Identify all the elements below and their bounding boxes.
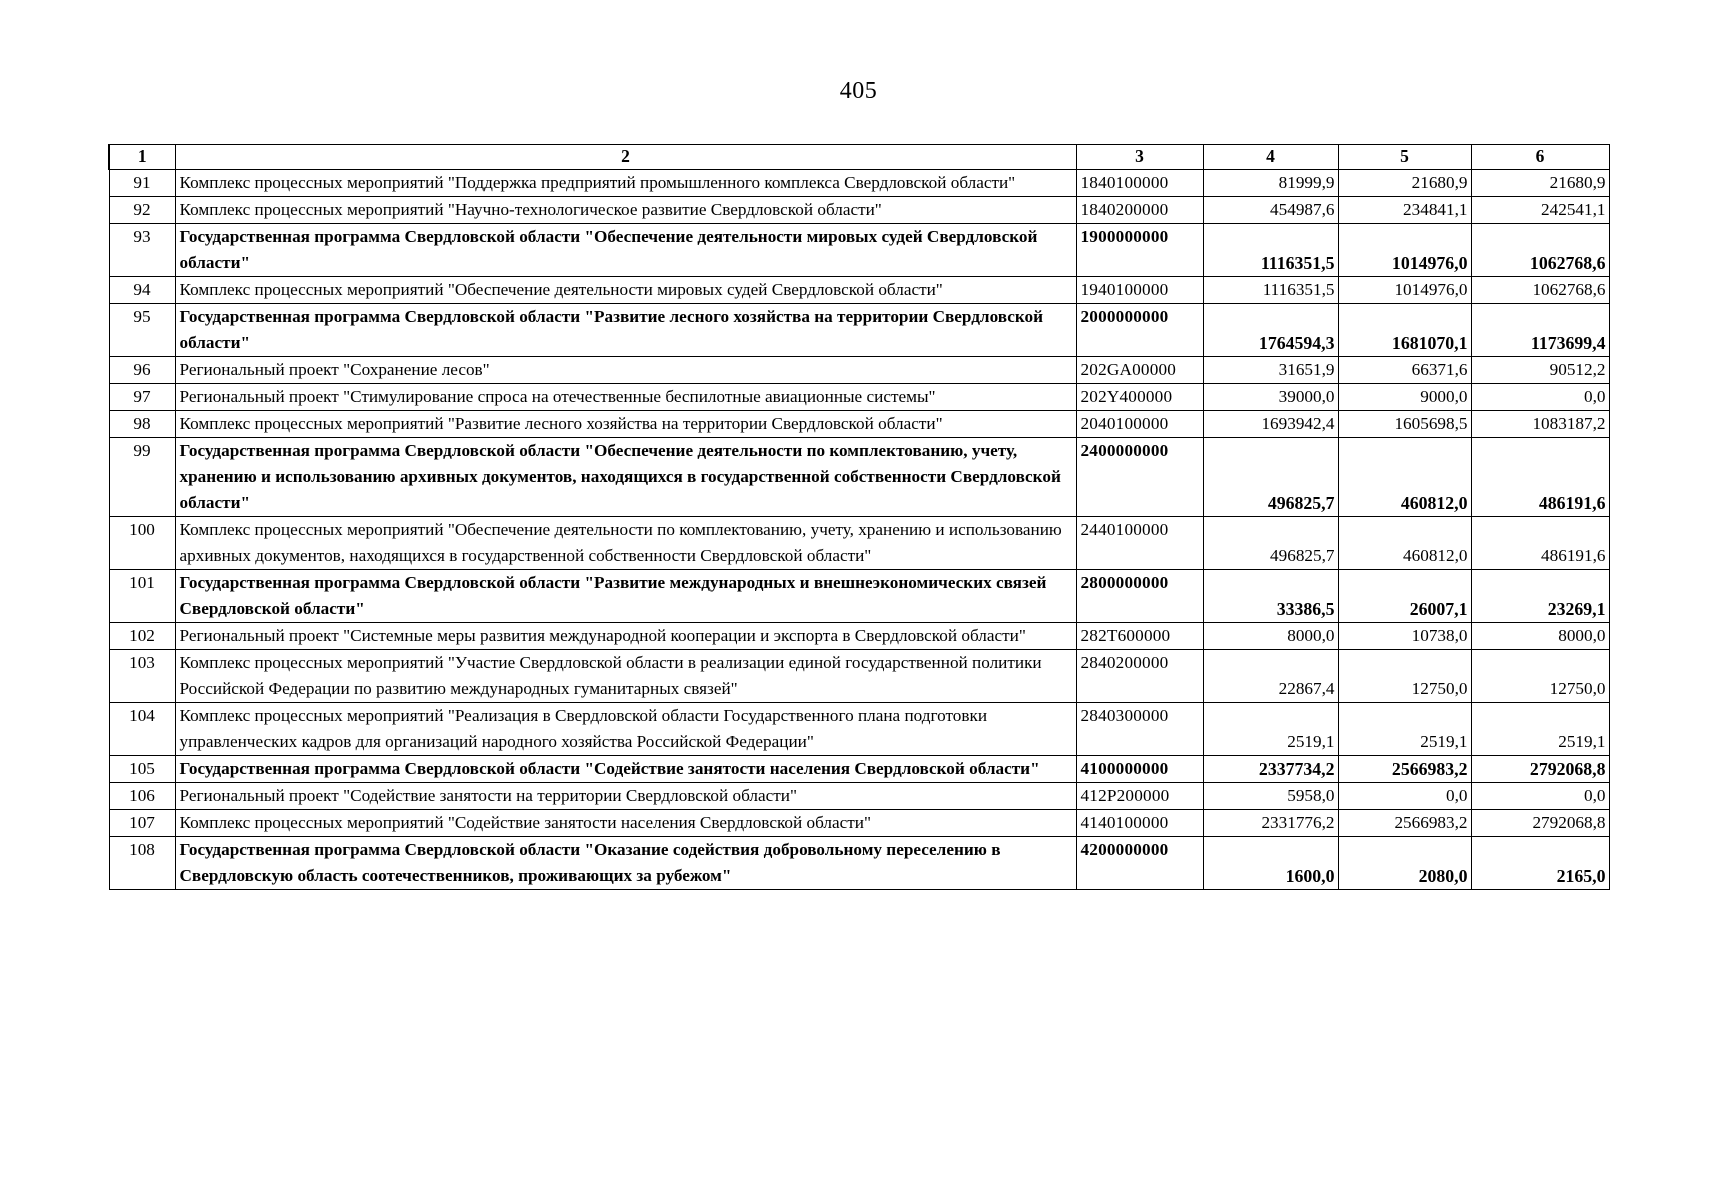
row-amount-col6: 486191,6 bbox=[1471, 438, 1609, 517]
row-amount-col6: 1062768,6 bbox=[1471, 277, 1609, 304]
row-name: Государственная программа Свердловской области "Обеспечение деятельности мировых судей Свердловской области" bbox=[175, 224, 1076, 277]
row-code: 1940100000 bbox=[1076, 277, 1203, 304]
row-number: 93 bbox=[109, 224, 175, 277]
row-amount-col4: 496825,7 bbox=[1203, 438, 1338, 517]
table-row bbox=[109, 438, 1609, 517]
row-name: Комплекс процессных мероприятий "Научно-технологическое развитие Свердловской области" bbox=[175, 197, 1076, 224]
page-number: 405 bbox=[839, 78, 878, 104]
row-name: Комплекс процессных мероприятий "Реализация в Свердловской области Государственного плана подготовки управленческих кадров для организаций народного хозяйства Российской Федерации" bbox=[175, 703, 1076, 756]
table-row bbox=[109, 570, 1609, 623]
row-number: 101 bbox=[109, 570, 175, 623]
row-code: 2840300000 bbox=[1076, 703, 1203, 756]
row-amount-col6: 486191,6 bbox=[1471, 517, 1609, 570]
row-number: 99 bbox=[109, 438, 175, 517]
row-amount-col4: 31651,9 bbox=[1203, 357, 1338, 384]
row-amount-col5: 26007,1 bbox=[1338, 570, 1471, 623]
row-amount-col6: 2792068,8 bbox=[1471, 756, 1609, 783]
row-amount-col5: 2566983,2 bbox=[1338, 810, 1471, 837]
row-code: 412P200000 bbox=[1076, 783, 1203, 810]
row-amount-col4: 496825,7 bbox=[1203, 517, 1338, 570]
row-name: Региональный проект "Сохранение лесов" bbox=[175, 357, 1076, 384]
table-row bbox=[109, 224, 1609, 277]
table-row bbox=[109, 703, 1609, 756]
budget-table-container bbox=[108, 144, 1608, 890]
row-code: 2040100000 bbox=[1076, 411, 1203, 438]
row-name: Региональный проект "Содействие занятости на территории Свердловской области" bbox=[175, 783, 1076, 810]
row-amount-col4: 8000,0 bbox=[1203, 623, 1338, 650]
row-number: 97 bbox=[109, 384, 175, 411]
row-name: Комплекс процессных мероприятий "Обеспечение деятельности мировых судей Свердловской области" bbox=[175, 277, 1076, 304]
row-amount-col5: 12750,0 bbox=[1338, 650, 1471, 703]
table-row bbox=[109, 756, 1609, 783]
row-amount-col6: 2519,1 bbox=[1471, 703, 1609, 756]
table-header bbox=[109, 145, 1609, 170]
row-name: Комплекс процессных мероприятий "Развитие лесного хозяйства на территории Свердловской области" bbox=[175, 411, 1076, 438]
table-row bbox=[109, 783, 1609, 810]
row-amount-col5: 2080,0 bbox=[1338, 837, 1471, 890]
row-number: 98 bbox=[109, 411, 175, 438]
table-row bbox=[109, 304, 1609, 357]
row-code: 2440100000 bbox=[1076, 517, 1203, 570]
row-name: Комплекс процессных мероприятий "Обеспечение деятельности по комплектованию, учету, хранению и использованию архивных документов, находящихся в государственной собственности Свердловской области" bbox=[175, 517, 1076, 570]
header-col-1: 1 bbox=[109, 145, 175, 170]
row-amount-col4: 2337734,2 bbox=[1203, 756, 1338, 783]
row-code: 1900000000 bbox=[1076, 224, 1203, 277]
row-amount-col6: 21680,9 bbox=[1471, 170, 1609, 197]
table-body bbox=[109, 170, 1609, 890]
row-amount-col6: 12750,0 bbox=[1471, 650, 1609, 703]
row-amount-col5: 460812,0 bbox=[1338, 517, 1471, 570]
row-amount-col5: 9000,0 bbox=[1338, 384, 1471, 411]
row-amount-col6: 2792068,8 bbox=[1471, 810, 1609, 837]
header-col-3: 3 bbox=[1076, 145, 1203, 170]
row-amount-col6: 1083187,2 bbox=[1471, 411, 1609, 438]
row-amount-col6: 1173699,4 bbox=[1471, 304, 1609, 357]
row-number: 102 bbox=[109, 623, 175, 650]
row-name: Государственная программа Свердловской области "Обеспечение деятельности по комплектованию, учету, хранению и использованию архивных документов, находящихся в государственной собственности Свердловской области" bbox=[175, 438, 1076, 517]
row-code: 282T600000 bbox=[1076, 623, 1203, 650]
table-row bbox=[109, 810, 1609, 837]
table-row bbox=[109, 170, 1609, 197]
row-amount-col5: 0,0 bbox=[1338, 783, 1471, 810]
row-amount-col5: 2566983,2 bbox=[1338, 756, 1471, 783]
table-row bbox=[109, 384, 1609, 411]
row-code: 202GA00000 bbox=[1076, 357, 1203, 384]
row-code: 1840200000 bbox=[1076, 197, 1203, 224]
row-amount-col5: 10738,0 bbox=[1338, 623, 1471, 650]
row-amount-col4: 33386,5 bbox=[1203, 570, 1338, 623]
row-amount-col6: 242541,1 bbox=[1471, 197, 1609, 224]
row-name: Региональный проект "Стимулирование спроса на отечественные беспилотные авиационные системы" bbox=[175, 384, 1076, 411]
row-amount-col4: 22867,4 bbox=[1203, 650, 1338, 703]
header-col-4: 4 bbox=[1203, 145, 1338, 170]
row-code: 2400000000 bbox=[1076, 438, 1203, 517]
row-code: 2000000000 bbox=[1076, 304, 1203, 357]
row-amount-col4: 1116351,5 bbox=[1203, 224, 1338, 277]
row-code: 4200000000 bbox=[1076, 837, 1203, 890]
row-number: 96 bbox=[109, 357, 175, 384]
table-row bbox=[109, 411, 1609, 438]
row-amount-col6: 0,0 bbox=[1471, 783, 1609, 810]
row-name: Государственная программа Свердловской области "Содействие занятости населения Свердловской области" bbox=[175, 756, 1076, 783]
table-row bbox=[109, 837, 1609, 890]
row-number: 103 bbox=[109, 650, 175, 703]
table-row bbox=[109, 650, 1609, 703]
row-code: 1840100000 bbox=[1076, 170, 1203, 197]
row-amount-col6: 2165,0 bbox=[1471, 837, 1609, 890]
table-row bbox=[109, 277, 1609, 304]
table-row bbox=[109, 357, 1609, 384]
budget-table bbox=[108, 144, 1610, 890]
row-name: Государственная программа Свердловской области "Развитие международных и внешнеэкономических связей Свердловской области" bbox=[175, 570, 1076, 623]
row-number: 107 bbox=[109, 810, 175, 837]
row-code: 2840200000 bbox=[1076, 650, 1203, 703]
row-amount-col4: 5958,0 bbox=[1203, 783, 1338, 810]
row-number: 92 bbox=[109, 197, 175, 224]
row-number: 106 bbox=[109, 783, 175, 810]
row-amount-col4: 2331776,2 bbox=[1203, 810, 1338, 837]
row-name: Комплекс процессных мероприятий "Поддержка предприятий промышленного комплекса Свердловской области" bbox=[175, 170, 1076, 197]
row-code: 4100000000 bbox=[1076, 756, 1203, 783]
row-amount-col4: 454987,6 bbox=[1203, 197, 1338, 224]
row-number: 108 bbox=[109, 837, 175, 890]
table-row bbox=[109, 197, 1609, 224]
row-amount-col5: 1014976,0 bbox=[1338, 277, 1471, 304]
row-number: 94 bbox=[109, 277, 175, 304]
row-code: 4140100000 bbox=[1076, 810, 1203, 837]
row-amount-col6: 90512,2 bbox=[1471, 357, 1609, 384]
row-amount-col5: 66371,6 bbox=[1338, 357, 1471, 384]
row-amount-col5: 2519,1 bbox=[1338, 703, 1471, 756]
row-amount-col6: 23269,1 bbox=[1471, 570, 1609, 623]
row-number: 100 bbox=[109, 517, 175, 570]
row-name: Региональный проект "Системные меры развития международной кооперации и экспорта в Свердловской области" bbox=[175, 623, 1076, 650]
row-amount-col4: 1600,0 bbox=[1203, 837, 1338, 890]
row-amount-col6: 1062768,6 bbox=[1471, 224, 1609, 277]
row-name: Комплекс процессных мероприятий "Содействие занятости населения Свердловской области" bbox=[175, 810, 1076, 837]
row-amount-col6: 0,0 bbox=[1471, 384, 1609, 411]
row-amount-col4: 1693942,4 bbox=[1203, 411, 1338, 438]
table-row bbox=[109, 517, 1609, 570]
header-col-2: 2 bbox=[175, 145, 1076, 170]
row-amount-col4: 1116351,5 bbox=[1203, 277, 1338, 304]
row-number: 104 bbox=[109, 703, 175, 756]
row-amount-col5: 1605698,5 bbox=[1338, 411, 1471, 438]
row-name: Государственная программа Свердловской области "Оказание содействия добровольному переселению в Свердловскую область соотечественников, проживающих за рубежом" bbox=[175, 837, 1076, 890]
row-number: 95 bbox=[109, 304, 175, 357]
row-name: Комплекс процессных мероприятий "Участие Свердловской области в реализации единой государственной политики Российской Федерации по развитию международных гуманитарных связей" bbox=[175, 650, 1076, 703]
row-amount-col4: 2519,1 bbox=[1203, 703, 1338, 756]
header-col-5: 5 bbox=[1338, 145, 1471, 170]
row-code: 2800000000 bbox=[1076, 570, 1203, 623]
row-amount-col5: 234841,1 bbox=[1338, 197, 1471, 224]
header-col-6: 6 bbox=[1471, 145, 1609, 170]
row-amount-col6: 8000,0 bbox=[1471, 623, 1609, 650]
row-number: 91 bbox=[109, 170, 175, 197]
header-row bbox=[109, 145, 1609, 170]
row-amount-col4: 81999,9 bbox=[1203, 170, 1338, 197]
row-amount-col5: 460812,0 bbox=[1338, 438, 1471, 517]
row-amount-col5: 21680,9 bbox=[1338, 170, 1471, 197]
row-amount-col5: 1014976,0 bbox=[1338, 224, 1471, 277]
row-amount-col4: 1764594,3 bbox=[1203, 304, 1338, 357]
row-code: 202Y400000 bbox=[1076, 384, 1203, 411]
row-number: 105 bbox=[109, 756, 175, 783]
table-row bbox=[109, 623, 1609, 650]
row-amount-col5: 1681070,1 bbox=[1338, 304, 1471, 357]
row-amount-col4: 39000,0 bbox=[1203, 384, 1338, 411]
row-name: Государственная программа Свердловской области "Развитие лесного хозяйства на территории Свердловской области" bbox=[175, 304, 1076, 357]
